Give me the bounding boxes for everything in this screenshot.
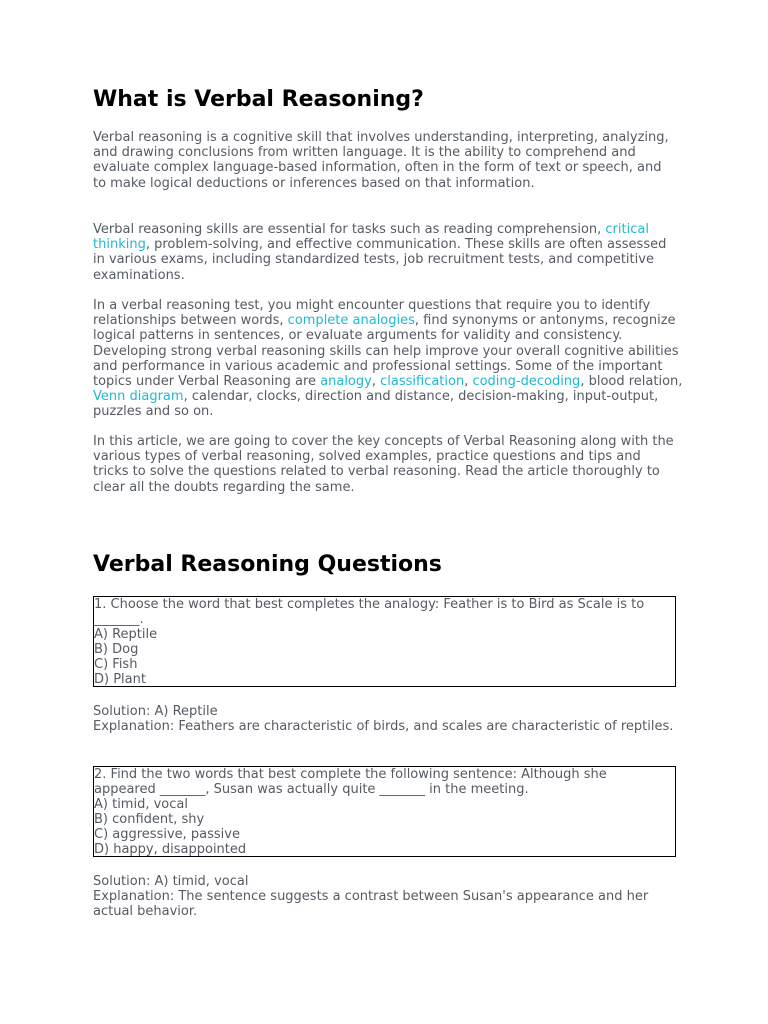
question-text: 1. Choose the word that best completes the analogy: Feather is to Bird as Scale is to: [94, 597, 645, 612]
option-a: A) timid, vocal: [94, 797, 188, 812]
question-text: 2. Find the two words that best complete the following sentence: Although she: [94, 767, 607, 782]
intro-paragraph: Verbal reasoning is a cognitive skill that involves understanding, interpreting, analyzing, and drawing conclusions from written language. It is the ability to comprehend and evaluate complex language-based information, often in the form of text or speech, and to make logical deductions or inferences based on that information.: [93, 130, 669, 191]
option-d: D) happy, disappointed: [94, 842, 247, 857]
question-box-2: [93, 766, 676, 857]
question-box-1: [93, 596, 676, 687]
venn-diagram-link[interactable]: Venn diagram: [93, 389, 184, 405]
question-text: _______.: [94, 612, 144, 627]
complete-analogies-link[interactable]: complete analogies: [287, 313, 415, 329]
solution-block-2: [93, 874, 676, 920]
option-b: B) Dog: [94, 642, 139, 657]
coding-decoding-link[interactable]: coding-decoding: [472, 374, 581, 390]
option-d: D) Plant: [94, 672, 146, 687]
option-a: A) Reptile: [94, 627, 158, 642]
text-span: ,: [371, 374, 381, 390]
article-overview-paragraph: In this article, we are going to cover the key concepts of Verbal Reasoning along with the various types of verbal reasoning, solved examples, practice questions and tips and tricks to solve the questions related to verbal reasoning. Read the article thoroughly to clear all the doubts regarding the same.: [93, 434, 674, 495]
question-text: appeared _______, Susan was actually quite _______ in the meeting.: [94, 782, 529, 797]
skills-paragraph: [93, 222, 676, 283]
text-span: , problem-solving, and effective communication. These skills are often assessed in various exams, including standardized tests, job recruitment tests, and competitive examinations.: [93, 237, 667, 283]
option-b: B) confident, shy: [94, 812, 205, 827]
explanation-text: Explanation: Feathers are characteristic of birds, and scales are characteristic of reptiles.: [93, 719, 674, 735]
analogy-link[interactable]: analogy: [320, 374, 372, 390]
section-heading: Verbal Reasoning Questions: [93, 552, 442, 577]
topics-paragraph: [93, 298, 683, 420]
text-span: , calendar, clocks, direction and distance, decision-making, input-output, puzzles and so on.: [93, 389, 659, 420]
page-title: What is Verbal Reasoning?: [93, 87, 424, 112]
classification-link[interactable]: classification: [380, 374, 465, 390]
option-c: C) Fish: [94, 657, 138, 672]
text-span: , find synonyms or antonyms, recognize logical patterns in sentences, or evaluate arguments for validity and consistency. Developing strong verbal reasoning skills can help improve your overall cognitive abilities and performance in various academic and professional settings. Some of the important topics under Verbal Reasoning are: [93, 313, 679, 390]
text-span: In a verbal reasoning test, you might encounter questions that require you to identify relationships between words,: [93, 298, 651, 329]
text-span: ,: [464, 374, 473, 390]
solution-text: Solution: A) timid, vocal: [93, 874, 249, 889]
explanation-text: Explanation: The sentence suggests a contrast between Susan's appearance and her actual behavior.: [93, 889, 649, 920]
text-span: , blood relation,: [580, 374, 683, 390]
text-span: Verbal reasoning skills are essential for tasks such as reading comprehension,: [93, 222, 606, 237]
critical-thinking-link[interactable]: critical thinking: [93, 222, 649, 253]
solution-block-1: [93, 704, 676, 734]
solution-text: Solution: A) Reptile: [93, 704, 218, 719]
option-c: C) aggressive, passive: [94, 827, 240, 842]
